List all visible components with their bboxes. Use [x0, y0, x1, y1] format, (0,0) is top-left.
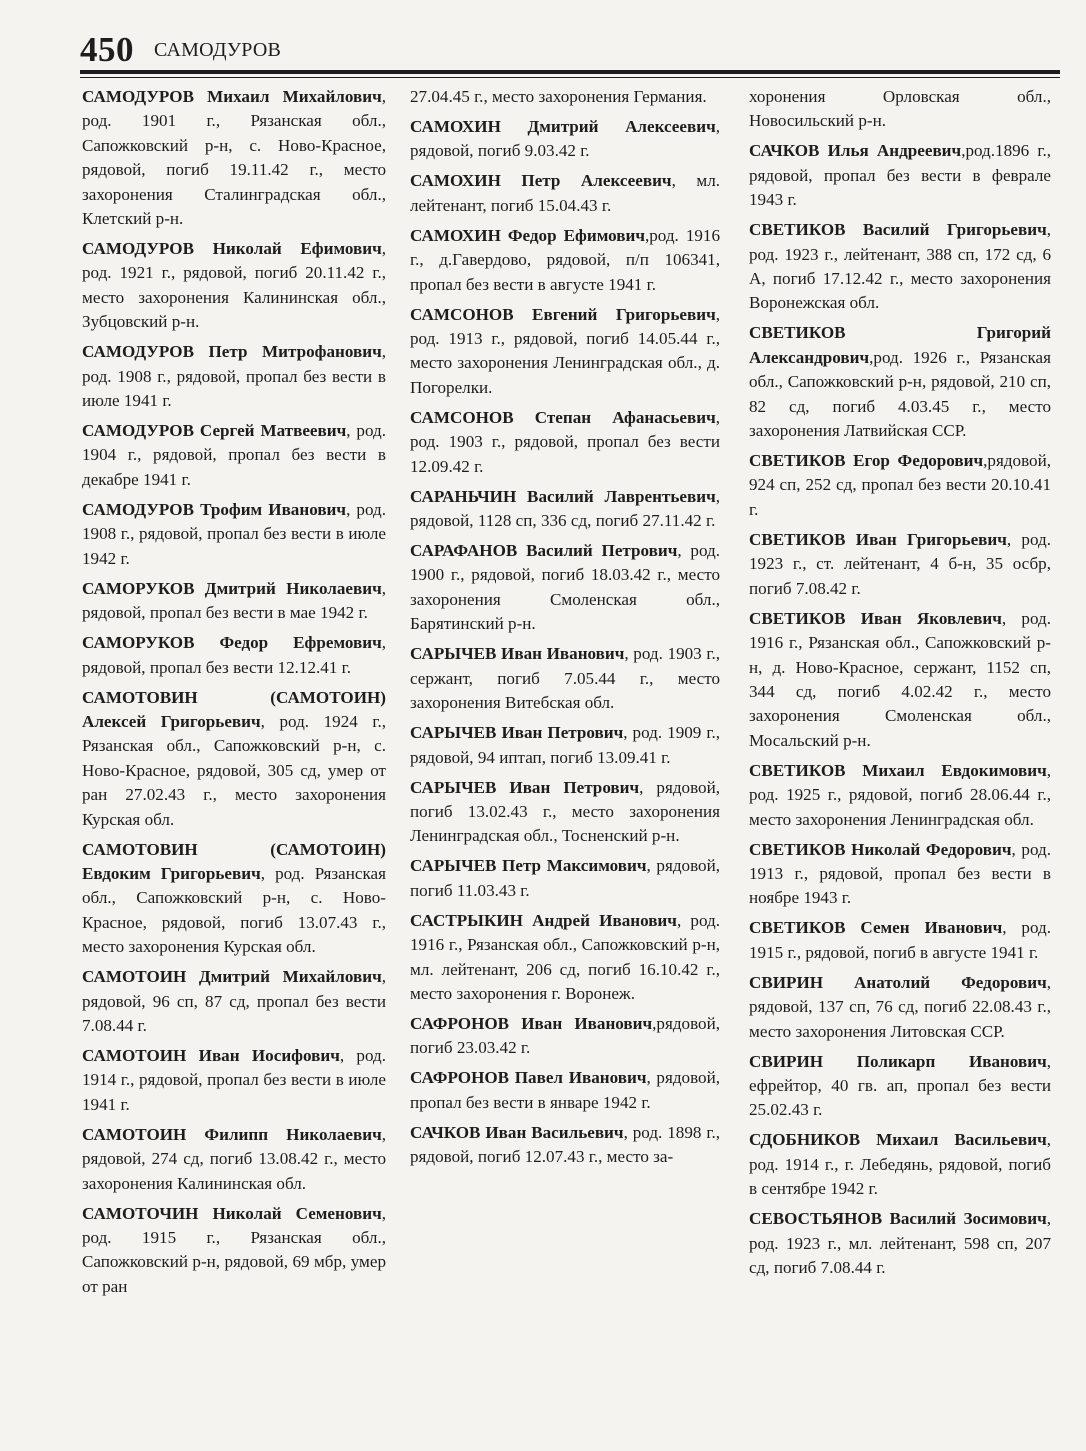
entry — [749, 139, 1051, 212]
entry — [410, 485, 720, 534]
entry — [82, 419, 386, 492]
entry — [82, 631, 386, 680]
entry-text: , рядовой, 274 сд, погиб 13.08.42 г., место захоронения Калининская обл. — [82, 1124, 386, 1193]
entry — [82, 85, 386, 231]
entry — [410, 854, 720, 903]
entry-name: САСТРЫКИН Андрей Иванович — [410, 910, 677, 930]
entry-name: САМОХИН Дмитрий Алексеевич — [410, 117, 716, 136]
entry-name: САРАНЬЧИН Василий Лаврентьевич — [410, 486, 716, 506]
entry-text: , род. 1915 г., рядовой, погиб в августе 1941 г. — [749, 918, 1051, 962]
entry-text: , рядовой, погиб 9.03.42 г. — [410, 117, 720, 161]
entry-text: , рядовой, 96 сп, 87 сд, пропал без вести 7.08.44 г. — [82, 967, 386, 1035]
entry-name: САЧКОВ Илья Андреевич — [749, 141, 962, 161]
entry — [410, 115, 720, 164]
entry-name: САМОТОВИН (САМОТОИН) Алексей Григорьевич — [82, 687, 386, 731]
entry-name: САМОДУРОВ Трофим Иванович — [82, 499, 347, 519]
entry-name: САМОРУКОВ Федор Ефремович — [82, 633, 382, 653]
entry-text: , род. 1924 г., Рязанская обл., Сапожковский р-н, с. Ново-Красное, рядовой, 305 сд, умер от ран 27.02.43 г., место захоронения Курская обл. — [82, 711, 387, 829]
entry-text: , род. 1923 г., ст. лейтенант, 4 б-н, 35 осбр, погиб 7.08.42 г. — [749, 529, 1051, 598]
entry-text: , рядовой, 1128 сп, 336 сд, погиб 27.11.42 г. — [410, 486, 720, 531]
entry-name: САМОДУРОВ Николай Ефимович — [82, 239, 382, 259]
entry — [82, 1202, 386, 1300]
entry-text: , род. 1908 г., рядовой, пропал без вести в июле 1942 г. — [82, 499, 387, 568]
entry-text: , род. 1923 г., мл. лейтенант, 598 сп, 207 сд, погиб 7.08.44 г. — [749, 1209, 1051, 1277]
entry-text: , рядовой, пропал без вести в мае 1942 г. — [82, 578, 386, 623]
entry-text: , род. 1914 г., рядовой, пропал без вести в июле 1941 г. — [82, 1045, 387, 1114]
entry-text: , род. 1908 г., рядовой, пропал без вести в июле 1941 г. — [82, 342, 386, 411]
entry — [410, 539, 720, 637]
header-rule-thick — [80, 70, 1060, 74]
entry — [749, 528, 1051, 601]
entry-text: , род. 1900 г., рядовой, погиб 18.03.42 г., место захоронения Смоленская обл., Барятинский р-н. — [410, 541, 720, 634]
entry-text: , род. 1921 г., рядовой, погиб 20.11.42 г., место захоронения Калининская обл., Зубцовский р-н. — [82, 239, 386, 332]
entry — [410, 776, 720, 849]
entry-name: САФРОНОВ Павел Иванович — [410, 1068, 647, 1088]
entry — [82, 498, 386, 571]
entry — [749, 916, 1051, 965]
page-number: 450 — [80, 30, 134, 69]
entry-text: , род. 1903 г., рядовой, пропал без вести 12.09.42 г. — [410, 407, 720, 476]
entry — [410, 169, 720, 218]
entry — [749, 85, 1051, 134]
entry — [749, 218, 1051, 316]
entry-name: САМОТОИН Дмитрий Михайлович — [82, 967, 382, 987]
entry-name: СДОБНИКОВ Михаил Васильевич — [749, 1130, 1047, 1150]
entry-name: СВЕТИКОВ Григорий Александрович — [749, 323, 1051, 367]
entry — [82, 838, 386, 960]
entry-text: ,род.1896 г., рядовой, пропал без вести в феврале 1943 г. — [749, 141, 1052, 210]
entry — [82, 1044, 386, 1117]
entry — [749, 449, 1051, 522]
entry-text: , род. 1925 г., рядовой, погиб 28.06.44 г., место захоронения Ленинградская обл. — [749, 760, 1051, 829]
entry — [410, 406, 720, 479]
entry-name: САРЫЧЕВ Иван Иванович — [410, 644, 625, 664]
entry-text: , род. 1909 г., рядовой, 94 иптап, погиб 13.09.41 г. — [410, 723, 721, 767]
entry-text: ,род. 1926 г., Рязанская обл., Сапожковский р-н, рядовой, 210 сп, 82 сд, погиб 4.03.45 г., место захоронения Латвийская ССР. — [749, 347, 1051, 441]
column-1 — [82, 85, 386, 1305]
entry-name: СВИРИН Поликарп Иванович — [749, 1051, 1047, 1071]
entry — [82, 577, 386, 626]
entry — [82, 340, 386, 413]
entry-name: СЕВОСТЬЯНОВ Василий Зосимович — [749, 1209, 1047, 1229]
entry — [82, 1123, 386, 1196]
entry-name: САМОРУКОВ Дмитрий Николаевич — [82, 578, 382, 598]
entry — [410, 303, 720, 401]
entry-text: , род. 1904 г., рядовой, пропал без вести в декабре 1941 г. — [82, 421, 386, 489]
entry — [410, 721, 720, 770]
entry-text: , род. 1915 г., Рязанская обл., Сапожковский р-н, рядовой, 69 мбр, умер от ран — [82, 1203, 386, 1296]
entry-text: ,род. 1916 г., д.Гавердово, рядовой, п/п 106341, пропал без вести в августе 1941 г. — [410, 225, 721, 294]
entry — [749, 321, 1051, 443]
entry-text: , род. 1923 г., лейтенант, 388 сп, 172 сд, 6 А, погиб 17.12.42 г., место захоронения Воронежская обл. — [749, 220, 1051, 313]
entry — [749, 607, 1051, 753]
entry-name: СВЕТИКОВ Василий Григорьевич — [749, 220, 1047, 240]
entry — [749, 1050, 1051, 1123]
entry-name: САМОХИН Федор Ефимович — [410, 225, 645, 245]
column-2 — [410, 85, 720, 1175]
entry-text: , род. 1913 г., рядовой, погиб 14.05.44 г., место захоронения Ленинградская обл., д. Погорелки. — [410, 304, 720, 397]
entry — [410, 1012, 720, 1061]
entry-name: САРЫЧЕВ Петр Максимович — [410, 856, 647, 876]
entry — [410, 224, 720, 297]
entry — [749, 1128, 1051, 1201]
entry-text: , род. 1898 г., рядовой, погиб 12.07.43 г., место за- — [410, 1122, 721, 1167]
entry-text: , род. 1914 г., г. Лебедянь, рядовой, погиб в сентябре 1942 г. — [749, 1130, 1051, 1199]
entry-name: СВЕТИКОВ Егор Федорович — [749, 451, 984, 471]
entry-name: САМОДУРОВ Михаил Михайлович — [82, 87, 382, 106]
entry-text: , род. 1916 г., Рязанская обл., Сапожковский р-н, д. Ново-Красное, сержант, 1152 сп, 344 сд, погиб 4.02.42 г., место захоронения Смоленская обл., Мосальский р-н. — [749, 608, 1051, 750]
entry-text: , род. 1903 г., сержант, погиб 7.05.44 г., место захоронения Витебская обл. — [410, 644, 720, 713]
entry-name: СВИРИН Анатолий Федорович — [749, 972, 1047, 992]
entry — [749, 1207, 1051, 1280]
entry — [749, 838, 1051, 911]
entry-text: , ефрейтор, 40 гв. ап, пропал без вести 25.02.43 г. — [749, 1051, 1051, 1120]
header-rule-thin — [80, 77, 1060, 78]
entry — [749, 971, 1051, 1044]
entry-text: , рядовой, пропал без вести 12.12.41 г. — [82, 633, 386, 677]
entry — [82, 686, 386, 832]
entry-text: , род. Рязанская обл., Сапожковский р-н, с. Ново-Красное, рядовой, погиб 13.07.43 г., место захоронения Курская обл. — [82, 863, 386, 957]
entry — [82, 965, 386, 1038]
entry-name: САФРОНОВ Иван Иванович — [410, 1013, 653, 1033]
entry-text: ,рядовой, 924 сп, 252 сд, пропал без вести 20.10.41 г. — [749, 451, 1051, 519]
entry-name: САМОТОИН Иван Иосифович — [82, 1045, 340, 1065]
entry — [410, 909, 720, 1007]
entry-name: СВЕТИКОВ Николай Федорович — [749, 839, 1012, 859]
entry-text: хоронения Орловская обл., Новосильский р-н. — [749, 87, 1051, 131]
entry — [410, 1121, 720, 1170]
entry-name: САМОТОВИН (САМОТОИН) Евдоким Григорьевич — [82, 839, 386, 883]
entry-name: САМОДУРОВ Сергей Матвеевич — [82, 421, 347, 441]
entry-text: , род. 1913 г., рядовой, пропал без вести в ноябре 1943 г. — [749, 839, 1051, 908]
entry-name: СВЕТИКОВ Михаил Евдокимович — [749, 760, 1047, 780]
entry-text: , мл. лейтенант, погиб 15.04.43 г. — [410, 171, 721, 215]
entry — [410, 1066, 720, 1115]
entry-name: САМСОНОВ Евгений Григорьевич — [410, 304, 716, 324]
entry-text: ,рядовой, погиб 23.03.42 г. — [410, 1013, 720, 1058]
entry-text: , рядовой, пропал без вести в январе 1942 г. — [410, 1068, 721, 1112]
entry-text: , рядовой, погиб 13.02.43 г., место захоронения Ленинградская обл., Тосненский р-н. — [410, 777, 720, 846]
entry — [410, 85, 720, 109]
entry-name: САМСОНОВ Степан Афанасьевич — [410, 407, 716, 427]
entry — [410, 642, 720, 715]
entry-name: САЧКОВ Иван Васильевич — [410, 1122, 624, 1142]
entry-name: СВЕТИКОВ Иван Григорьевич — [749, 529, 1007, 549]
running-head: САМОДУРОВ — [154, 39, 282, 61]
entry-text: , род. 1901 г., Рязанская обл., Сапожковский р-н, с. Ново-Красное, рядовой, погиб 19.11.42 г., место захоронения Сталинградская обл., Клетский р-н. — [82, 87, 386, 229]
entry-text: 27.04.45 г., место захоронения Германия. — [410, 87, 707, 106]
entry-text: , род. 1916 г., Рязанская обл., Сапожковский р-н, мл. лейтенант, 206 сд, погиб 16.10.42 г., место захоронения г. Воронеж. — [410, 910, 720, 1003]
entry — [749, 759, 1051, 832]
entry-name: САМОДУРОВ Петр Митрофанович — [82, 342, 382, 362]
entry-text: , рядовой, погиб 11.03.43 г. — [410, 856, 720, 900]
entry-name: СВЕТИКОВ Семен Иванович — [749, 918, 1003, 938]
entry-name: САМОТОЧИН Николай Семенович — [82, 1203, 382, 1223]
entry-name: САРЫЧЕВ Иван Петрович — [410, 723, 624, 743]
entry-name: САРАФАНОВ Василий Петрович — [410, 541, 678, 561]
entry-name: САМОХИН Петр Алексеевич — [410, 171, 672, 191]
entry-name: САРЫЧЕВ Иван Петрович — [410, 777, 640, 797]
entry-name: СВЕТИКОВ Иван Яковлевич — [749, 608, 1002, 628]
entry-name: САМОТОИН Филипп Николаевич — [82, 1124, 382, 1144]
column-3 — [749, 85, 1051, 1286]
entry — [82, 237, 386, 335]
entry-text: , рядовой, 137 сп, 76 сд, погиб 22.08.43 г., место захоронения Литовская ССР. — [749, 972, 1051, 1041]
